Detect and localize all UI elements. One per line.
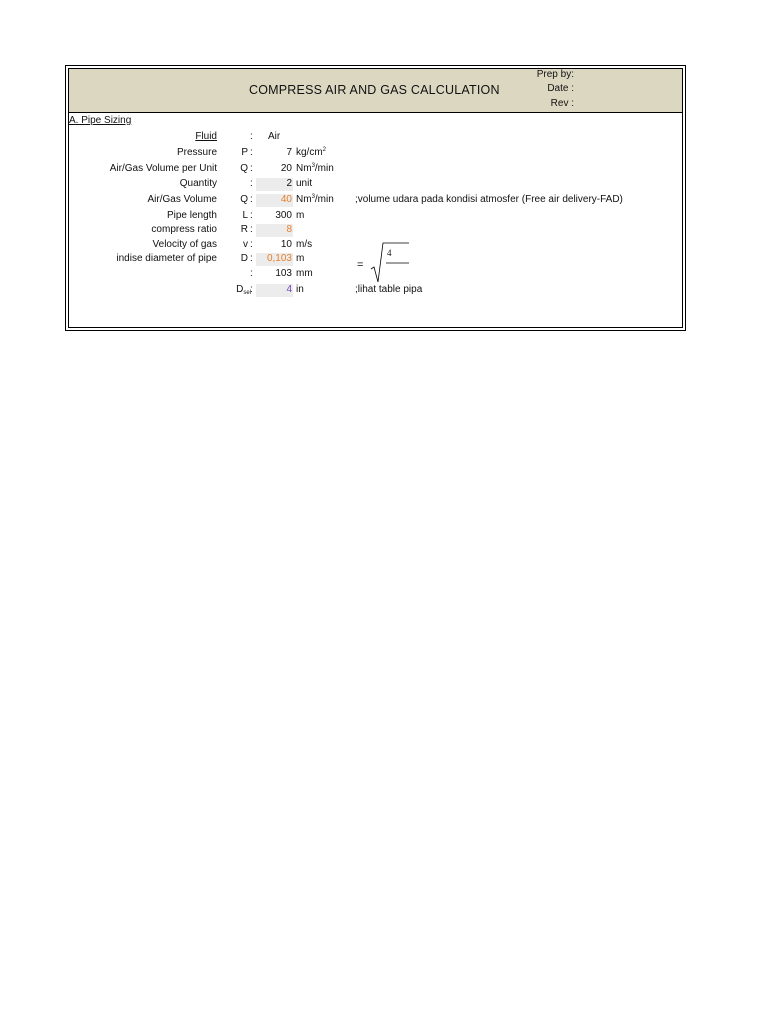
value-inside-diameter: 0,103 [266,253,292,264]
symbol-inside-diameter: D [240,253,248,264]
value-cell-inside-diameter[interactable] [256,253,293,266]
colon: : [250,163,253,174]
value-cell-air-gas-volume[interactable] [256,194,293,207]
sheet-header [69,69,682,113]
formula-equals: = [357,259,364,271]
row-fluid [69,131,682,145]
unit-air-gas-volume: Nm$^3$/min [296,194,334,205]
value-cell-inside-diameter-mm[interactable] [256,268,293,281]
colon: : [250,210,253,221]
symbol-volume-per-unit: Q [240,163,248,174]
symbol-pipe-length: L [242,210,248,221]
label-pipe-length: Pipe length [166,210,217,221]
row-pipe-length [69,210,682,224]
label-quantity: Quantity [179,178,217,189]
value-cell-fluid[interactable] [256,131,293,144]
colon: : [250,253,253,264]
symbol-selected-diameter: $D_{sel}$ [236,284,251,296]
sheet-title: COMPRESS AIR AND GAS CALCULATION [249,83,500,97]
label-fluid: Fluid [195,131,217,142]
label-air-gas-volume: Air/Gas Volume [147,194,217,205]
row-compress-ratio [69,224,682,238]
unit-pressure: $kg/cm^2$ [296,147,327,158]
label-pressure: Pressure [176,147,217,158]
value-velocity: 10 [280,239,292,250]
symbol-velocity: v [243,239,248,250]
sheet-inner-border [68,68,683,328]
value-selected-diameter: 4 [286,284,292,295]
calculation-sheet [65,65,686,331]
unit-pipe-length: m [296,210,305,221]
unit-inside-diameter: m [296,253,305,264]
value-volume-per-unit: 20 [280,163,292,174]
value-quantity: 2 [286,178,292,189]
value-cell-compress-ratio[interactable] [256,224,293,237]
unit-selected-diameter: in [296,284,304,295]
unit-velocity: m/s [296,239,313,250]
value-cell-pipe-length[interactable] [256,210,293,223]
label-volume-per-unit: Air/Gas Volume per Unit [109,163,217,174]
formula-numerator: 4 [387,248,392,258]
rev-label: Rev : [550,98,574,109]
value-fluid: Air [268,131,281,142]
value-cell-selected-diameter[interactable] [256,284,293,297]
value-cell-quantity[interactable] [256,178,293,191]
value-inside-diameter-mm: 103 [275,268,292,279]
colon: : [250,131,253,142]
colon: : [250,239,253,250]
value-pipe-length: 300 [275,210,292,221]
section-title-pipe-sizing: A. Pipe Sizing [69,115,132,126]
label-velocity: Velocity of gas [152,239,217,250]
colon: : [250,284,253,295]
row-pressure [69,147,682,161]
row-selected-diameter [69,284,682,298]
colon: : [250,147,253,158]
diameter-formula [357,241,417,285]
unit-quantity: unit [296,178,313,189]
unit-inside-diameter-mm: mm [296,268,313,279]
value-air-gas-volume: 40 [280,194,292,205]
value-cell-volume-per-unit[interactable] [256,163,293,176]
row-volume-per-unit [69,163,682,177]
symbol-air-gas-volume: Q [240,194,248,205]
label-compress-ratio: compress ratio [151,224,217,235]
note-pipe-table: ;lihat table pipa [355,284,423,295]
row-air-gas-volume [69,194,682,208]
label-inside-diameter: indise diameter of pipe [116,253,217,264]
date-label: Date : [547,83,574,94]
colon: : [250,268,253,279]
symbol-compress-ratio: R [240,224,248,235]
value-cell-pressure[interactable] [256,147,293,160]
symbol-pressure: P [241,147,248,158]
colon: : [250,178,253,189]
unit-volume-per-unit: Nm$^3$/min [296,163,334,174]
colon: : [250,194,253,205]
value-cell-velocity[interactable] [256,239,293,252]
square-root-icon [357,241,417,285]
row-quantity [69,178,682,192]
value-compress-ratio: 8 [286,224,292,235]
colon: : [250,224,253,235]
value-pressure: 7 [286,147,292,158]
note-fad: ;volume udara pada kondisi atmosfer (Free air delivery-FAD) [355,194,623,205]
prep-by-label: Prep by: [536,69,574,80]
